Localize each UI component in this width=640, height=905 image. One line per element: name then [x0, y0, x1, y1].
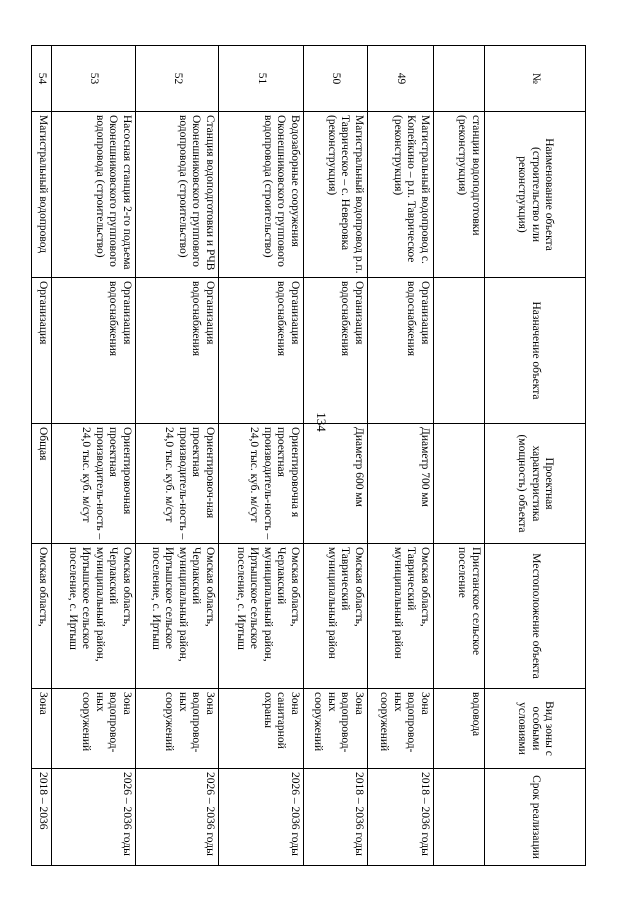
object-purpose: Организация водоснабжения — [52, 278, 136, 424]
object-location: Пристанское сельское поселение — [434, 544, 485, 689]
object-name: Магистральный водопровод р.п. Таврическое – с. Неверовка (реконструкция) — [304, 112, 368, 278]
object-location: Омская область, Таврический муниципальный район — [304, 544, 368, 689]
header-term: Срок реализации — [485, 769, 586, 866]
row-number: 52 — [136, 46, 219, 112]
object-zone: Зона водопровод-ных сооружений — [368, 689, 434, 769]
header-location: Местоположение объекта — [485, 544, 586, 689]
table-row — [219, 46, 304, 866]
row-number: 53 — [52, 46, 136, 112]
table-row — [368, 46, 434, 866]
table-row — [52, 46, 136, 866]
table-row — [136, 46, 219, 866]
object-name: Магистральный водопровод — [32, 112, 52, 278]
object-name: станции водоподготовки (реконструкция) — [434, 112, 485, 278]
object-name: Водозаборные сооружения Оконешниковского группового водопровода (строительство) — [219, 112, 304, 278]
row-number: 49 — [368, 46, 434, 112]
header-purpose: Назначение объекта — [485, 278, 586, 424]
object-name: Магистральный водопровод с. Копейкино – р.п. Таврическое (реконструкция) — [368, 112, 434, 278]
object-term: 2018 – 2036 — [32, 769, 52, 866]
header-zone: Вид зоны с особыми условиями — [485, 689, 586, 769]
object-location: Омская область, Черлакский муниципальный район, Иртышское сельское поселение, с. Иртыш — [219, 544, 304, 689]
projects-table — [31, 45, 586, 866]
object-purpose — [434, 278, 485, 424]
object-zone: Зона водопровод-ных сооружений — [304, 689, 368, 769]
table-row — [32, 46, 52, 866]
object-purpose: Организация — [32, 278, 52, 424]
object-name: Насосная станция 2-го подъема Оконешниковского группового водопровода (строительство) — [52, 112, 136, 278]
object-zone: Зона санитарной охраны — [219, 689, 304, 769]
table-row — [434, 46, 485, 866]
object-zone: Зона водопровод-ных сооружений — [136, 689, 219, 769]
object-term: 2018 – 2036 годы — [368, 769, 434, 866]
object-zone: Зона — [32, 689, 52, 769]
object-location: Омская область, Таврический муниципальный район — [368, 544, 434, 689]
header-name: Наименование объекта (строительство или реконструкция) — [485, 112, 586, 278]
header-characteristic: Проектная характеристика (мощность) объекта — [485, 424, 586, 544]
row-number — [434, 46, 485, 112]
row-number: 50 — [304, 46, 368, 112]
row-number: 51 — [219, 46, 304, 112]
object-location: Омская область, Черлакский муниципальный район, Иртышское сельское поселение, с. Иртыш — [52, 544, 136, 689]
object-characteristic: Общая — [32, 424, 52, 544]
object-location: Омская область, — [32, 544, 52, 689]
object-term — [434, 769, 485, 866]
object-characteristic: Ориентировочная проектная производитель-ность – 24,0 тыс. куб. м/сут — [52, 424, 136, 544]
object-zone: Зона водопровод-ных сооружений — [52, 689, 136, 769]
header-number: № — [485, 46, 586, 112]
rotated-table-frame — [36, 45, 586, 865]
object-location: Омская область, Черлакский муниципальный район, Иртышское сельское поселение, с. Иртыш — [136, 544, 219, 689]
table-row — [304, 46, 368, 866]
row-number: 54 — [32, 46, 52, 112]
page-number: 134 — [314, 412, 329, 432]
object-purpose: Организация водоснабжения — [136, 278, 219, 424]
object-term: 2026 – 2036 годы — [219, 769, 304, 866]
object-purpose: Организация водоснабжения — [219, 278, 304, 424]
object-purpose: Организация водоснабжения — [368, 278, 434, 424]
object-characteristic: Диаметр 600 мм — [304, 424, 368, 544]
object-name: Станция водоподготовки и РЧВ Оконешниковского группового водопровода (строительство) — [136, 112, 219, 278]
object-characteristic — [434, 424, 485, 544]
object-term: 2026 – 2036 годы — [136, 769, 219, 866]
table-header-row — [485, 46, 586, 866]
object-characteristic: Диаметр 700 мм — [368, 424, 434, 544]
object-characteristic: Ориентировочна я проектная производитель-ность – 24,0 тыс. куб. м/сут — [219, 424, 304, 544]
object-term: 2018 – 2036 годы — [304, 769, 368, 866]
object-characteristic: Ориентировоч-ная проектная производитель-ность – 24,0 тыс. куб. м/сут — [136, 424, 219, 544]
object-term: 2026 – 2036 годы — [52, 769, 136, 866]
object-purpose: Организация водоснабжения — [304, 278, 368, 424]
object-zone: водовода — [434, 689, 485, 769]
